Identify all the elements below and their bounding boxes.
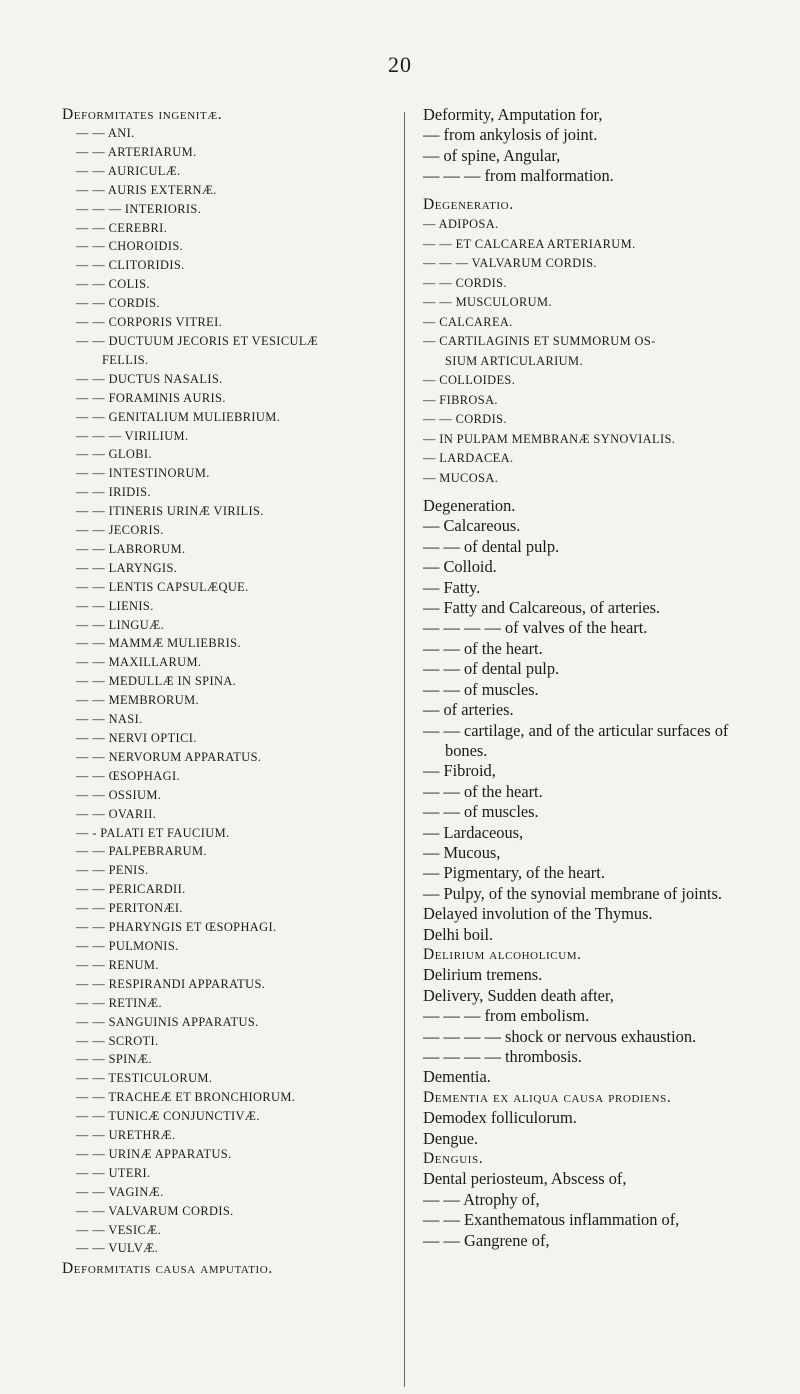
index-entry: — Fatty. <box>423 577 481 597</box>
index-entry: — Fibroid, <box>423 761 496 781</box>
index-entry: — — LINGUÆ. <box>76 617 165 632</box>
index-entry: — — CORDIS. <box>423 412 507 427</box>
index-entry: — — TUNICÆ CONJUNCTIVÆ. <box>76 1109 260 1124</box>
index-entry: — — — — of valves of the heart. <box>423 618 648 638</box>
index-entry: — — of the heart. <box>423 638 543 658</box>
index-entry: — — ET CALCAREA ARTERIARUM. <box>423 236 636 251</box>
index-entry: — — CORPORIS VITREI. <box>76 315 223 330</box>
index-entry: — Lardaceous, <box>423 822 524 842</box>
index-entry: — — LABRORUM. <box>76 541 186 556</box>
index-entry: — — NERVORUM APPARATUS. <box>76 749 262 764</box>
index-heading: Dementia ex aliqua causa prodiens. <box>423 1088 672 1106</box>
index-entry: — — IRIDIS. <box>76 485 151 500</box>
index-entry: — COLLOIDES. <box>423 373 516 388</box>
index-entry: — — AURICULÆ. <box>76 163 181 178</box>
index-entry: — — URETHRÆ. <box>76 1128 176 1143</box>
index-entry: — MUCOSA. <box>423 470 499 485</box>
index-entry: — — NERVI OPTICI. <box>76 731 197 745</box>
index-entry: — — MEMBRORUM. <box>76 693 199 708</box>
index-entry: — — OSSIUM. <box>76 787 162 802</box>
index-entry: — — of dental pulp. <box>423 659 560 679</box>
index-entry: — — ARTERIARUM. <box>76 144 197 159</box>
index-entry: Delivery, Sudden death after, <box>423 985 614 1005</box>
index-entry: — — Exanthematous inflammation of, <box>423 1210 680 1230</box>
index-entry: — — PERITONÆI. <box>76 901 183 916</box>
index-entry: — - PALATI ET FAUCIUM. <box>76 825 230 840</box>
index-entry: — — Gangrene of, <box>423 1230 550 1250</box>
index-entry: — — of dental pulp. <box>423 536 560 556</box>
index-heading: Delirium alcoholicum. <box>423 945 582 963</box>
index-entry: — of arteries. <box>423 700 514 720</box>
index-entry: — — RENUM. <box>76 957 159 972</box>
index-entry: Delayed involution of the Thymus. <box>423 904 653 924</box>
index-entry: — — GENITALIUM MULIEBRIUM. <box>76 409 281 424</box>
index-entry: — — ANI. <box>76 126 135 140</box>
index-entry: — Pulpy, of the synovial membrane of joints. <box>423 883 722 903</box>
index-entry: — — of muscles. <box>423 679 539 699</box>
index-heading: Deformitatis causa amputatio. <box>62 1260 273 1278</box>
page-number: 20 <box>388 52 412 77</box>
right-column <box>423 105 768 1251</box>
index-entry: — — CLITORIDIS. <box>76 258 185 273</box>
index-entry: — — VALVARUM CORDIS. <box>76 1203 234 1218</box>
index-entry: — — DUCTUUM JECORIS ET VESICULÆ <box>76 333 319 348</box>
index-entry: — — URINÆ APPARATUS. <box>76 1146 232 1161</box>
index-entry: — IN PULPAM MEMBRANÆ SYNOVIALIS. <box>423 431 676 446</box>
index-entry: — — JECORIS. <box>76 523 164 538</box>
index-entry: — — AURIS EXTERNÆ. <box>76 182 217 197</box>
index-entry: — — MEDULLÆ IN SPINA. <box>76 674 237 689</box>
index-entry: — — LENTIS CAPSULÆQUE. <box>76 579 249 594</box>
index-entry: — — SPINÆ. <box>76 1052 152 1067</box>
index-entry: — — TRACHEÆ ET BRONCHIORUM. <box>76 1090 296 1105</box>
index-entry: — — PHARYNGIS ET ŒSOPHAGI. <box>76 920 277 935</box>
index-entry: — — OVARII. <box>76 806 157 821</box>
index-entry: SIUM ARTICULARIUM. <box>445 353 583 368</box>
index-entry: — — of the heart. <box>423 781 543 801</box>
index-entry: — — PULMONIS. <box>76 938 179 953</box>
index-entry: — — LIENIS. <box>76 598 154 613</box>
index-entry: — — VAGINÆ. <box>76 1184 164 1199</box>
index-entry: Dental periosteum, Abscess of, <box>423 1169 627 1189</box>
left-column <box>62 105 387 1279</box>
index-entry: — — VULVÆ. <box>76 1241 159 1256</box>
index-entry: — — FORAMINIS AURIS. <box>76 390 226 405</box>
index-entry: Degeneration. <box>423 496 516 516</box>
index-entry: — — MAXILLARUM. <box>76 655 202 670</box>
index-entry: Delirium tremens. <box>423 965 543 985</box>
index-entry: — — Atrophy of, <box>423 1189 540 1209</box>
index-entry: — — CORDIS. <box>76 296 160 311</box>
index-entry: — — — from embolism. <box>423 1006 590 1026</box>
index-entry: — — PALPEBRARUM. <box>76 844 207 859</box>
index-entry: — — SANGUINIS APPARATUS. <box>76 1014 259 1029</box>
index-entry: — — RESPIRANDI APPARATUS. <box>76 976 266 991</box>
index-entry: — — cartilage, and of the articular surfaces of bones. <box>423 720 729 760</box>
index-heading: Degeneratio. <box>423 195 514 213</box>
index-entry: — LARDACEA. <box>423 451 514 466</box>
index-entry: — CALCAREA. <box>423 314 513 329</box>
index-entry: Dengue. <box>423 1128 479 1148</box>
index-entry: — from ankylosis of joint. <box>423 125 598 145</box>
index-entry: — — RETINÆ. <box>76 995 162 1010</box>
index-entry: — Calcareous. <box>423 516 521 536</box>
index-entry: — — DUCTUS NASALIS. <box>76 371 223 386</box>
index-entry: — — — — thrombosis. <box>423 1047 582 1066</box>
index-entry: — — — VALVARUM CORDIS. <box>423 256 597 271</box>
index-entry: Dementia. <box>423 1067 491 1087</box>
index-entry: — Colloid. <box>423 557 497 577</box>
index-entry: — — — VIRILIUM. <box>76 428 189 443</box>
index-entry: — Mucous, <box>423 842 501 862</box>
index-heading: Denguis. <box>423 1150 484 1168</box>
index-entry: Deformity, Amputation for, <box>423 105 603 124</box>
index-entry: — — — INTERIORIS. <box>76 201 202 216</box>
index-entry: — CARTILAGINIS ET SUMMORUM OS- <box>423 334 656 349</box>
index-entry: — — NASI. <box>76 712 143 727</box>
index-entry: — — MUSCULORUM. <box>423 295 552 310</box>
index-entry: — — VESICÆ. <box>76 1222 162 1237</box>
index-entry: — — SCROTI. <box>76 1033 159 1048</box>
index-entry: — — — from malformation. <box>423 166 614 186</box>
index-entry: FELLIS. <box>102 352 149 367</box>
index-entry: — — CORDIS. <box>423 275 507 290</box>
index-entry: — — TESTICULORUM. <box>76 1071 213 1086</box>
index-entry: — — MAMMÆ MULIEBRIS. <box>76 636 241 651</box>
index-entry: — — ITINERIS URINÆ VIRILIS. <box>76 504 264 519</box>
index-heading: Deformitates ingenitæ. <box>62 106 223 123</box>
index-entry: — — CHOROIDIS. <box>76 239 184 254</box>
index-entry: — — CEREBRI. <box>76 220 168 235</box>
index-entry: — — — — shock or nervous exhaustion. <box>423 1026 697 1046</box>
index-entry: — ADIPOSA. <box>423 217 499 232</box>
index-entry: Delhi boil. <box>423 924 494 944</box>
index-entry: — — ŒSOPHAGI. <box>76 768 180 783</box>
index-entry: — of spine, Angular, <box>423 145 561 165</box>
index-entry: — — LARYNGIS. <box>76 560 178 575</box>
index-entry: Demodex folliculorum. <box>423 1108 577 1128</box>
index-entry: — — UTERI. <box>76 1165 151 1180</box>
index-entry: — FIBROSA. <box>423 392 498 407</box>
index-entry: — Fatty and Calcareous, of arteries. <box>423 598 661 618</box>
index-entry: — — COLIS. <box>76 277 150 292</box>
column-divider <box>404 112 405 1387</box>
index-entry: — Pigmentary, of the heart. <box>423 863 605 883</box>
index-entry: — — PENIS. <box>76 863 149 878</box>
index-entry: — — of muscles. <box>423 802 539 822</box>
index-entry: — — PERICARDII. <box>76 882 186 897</box>
index-entry: — — GLOBI. <box>76 447 152 462</box>
index-entry: — — INTESTINORUM. <box>76 466 210 481</box>
